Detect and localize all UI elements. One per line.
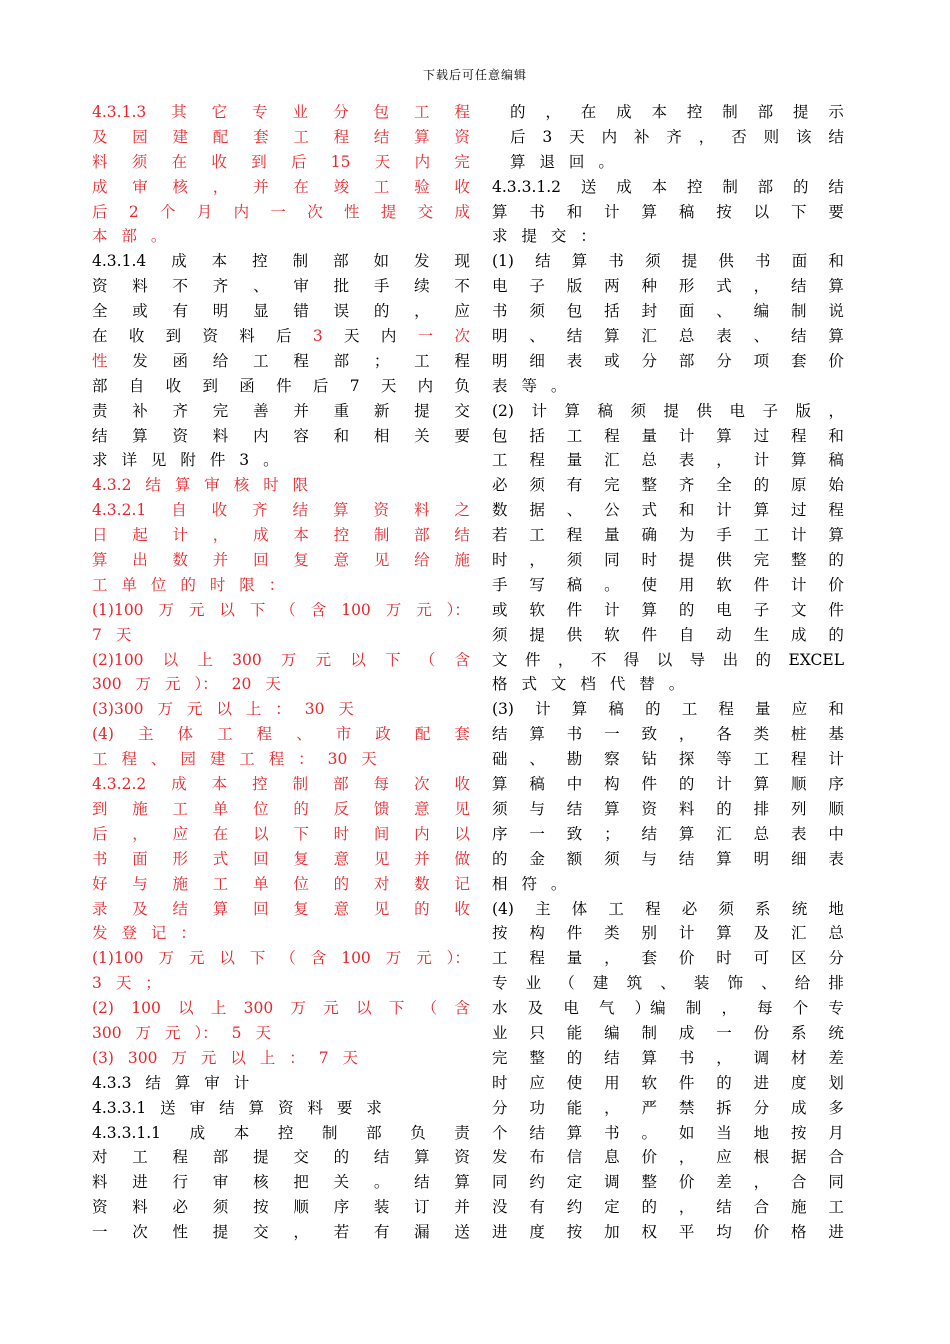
left-text-line: 录 及 结 算 回 复 意 见 的 收 bbox=[92, 899, 470, 918]
right-text-line: 明 、 结 算 汇 总 表 、 结 算 bbox=[492, 327, 844, 346]
right-text-line: 专 业 （ 建 筑 、 装 饰 、 给 排 bbox=[492, 974, 844, 993]
left-text-line: 3 天 ； bbox=[92, 974, 161, 993]
right-text-line: 文 件 ， 不 得 以 导 出 的 EXCEL bbox=[492, 650, 844, 669]
left-text-line: 结 算 资 料 内 容 和 相 关 要 bbox=[92, 426, 470, 445]
right-text-line: 进 度 按 加 权 平 均 价 格 进 bbox=[492, 1223, 844, 1242]
right-text-line: 完 整 的 结 算 书 ， 调 材 差 bbox=[492, 1048, 844, 1067]
left-text-line: 到 施 工 单 位 的 反 馈 意 见 bbox=[92, 799, 470, 818]
left-text-line: 7 天 bbox=[92, 625, 132, 644]
right-text-line: 没 有 约 定 的 ， 结 合 施 工 bbox=[492, 1198, 844, 1217]
left-text-line: 工 程 、 园 建 工 程 ： 30 天 bbox=[92, 750, 377, 769]
right-text-line: 分 功 能 ， 严 禁 拆 分 成 多 bbox=[492, 1098, 844, 1117]
right-text-line: (1) 结 算 书 须 提 供 书 面 和 bbox=[492, 252, 844, 271]
left-text-line: 发 登 记 ： bbox=[92, 924, 196, 943]
left-text-line: 对 工 程 部 提 交 的 结 算 资 bbox=[92, 1148, 470, 1167]
right-text-line: 须 与 结 算 资 料 的 排 列 顺 bbox=[492, 799, 844, 818]
left-text-line: 4.3.2 结 算 审 核 时 限 bbox=[92, 476, 309, 495]
right-text-line: 须 提 供 软 件 自 动 生 成 的 bbox=[492, 625, 844, 644]
right-text-line: 的 金 额 须 与 结 算 明 细 表 bbox=[492, 849, 844, 868]
right-text-line: 电 子 版 两 种 形 式 ， 结 算 bbox=[492, 277, 844, 296]
right-text-line: 同 约 定 调 整 价 差 ， 合 同 bbox=[492, 1173, 844, 1192]
left-column bbox=[92, 100, 470, 1245]
left-text-line: 后 2 个 月 内 一 次 性 提 交 成 bbox=[92, 202, 470, 221]
right-text-line: 水 及 电 气 ）编 制 ， 每 个 专 bbox=[492, 999, 844, 1018]
left-text-line: 好 与 施 工 单 位 的 对 数 记 bbox=[92, 874, 470, 893]
left-text-line: (3)300 万 元 以 上 ： 30 天 bbox=[92, 700, 354, 719]
left-text-line: 及 园 建 配 套 工 程 结 算 资 bbox=[92, 127, 470, 146]
left-text-line: 资 料 必 须 按 顺 序 装 订 并 bbox=[92, 1198, 470, 1217]
left-text-line: (1)100 万 元 以 下 （ 含 100 万 元 ）： bbox=[92, 949, 470, 968]
right-text-line: 4.3.3.1.2 送 成 本 控 制 部 的 结 bbox=[492, 177, 844, 196]
left-text-line: 后 ， 应 在 以 下 时 间 内 以 bbox=[92, 824, 470, 843]
right-text-line: 算 书 和 计 算 稿 按 以 下 要 bbox=[492, 202, 844, 221]
left-text-line: 料 进 行 审 核 把 关 。 结 算 bbox=[92, 1173, 470, 1192]
right-text-line: 包 括 工 程 量 计 算 过 程 和 bbox=[492, 426, 844, 445]
left-text-line: 性 发 函 给 工 程 部 ； 工 程 bbox=[92, 351, 470, 370]
left-text-line: 4.3.2.1 自 收 齐 结 算 资 料 之 bbox=[92, 501, 470, 520]
left-text-line: (3) 300 万 元 以 上 ： 7 天 bbox=[92, 1048, 359, 1067]
right-text-line: 工 程 量 汇 总 表 ， 计 算 稿 bbox=[492, 451, 844, 470]
right-text-line: 础 、 勘 察 钻 探 等 工 程 计 bbox=[492, 750, 844, 769]
left-text-line: 书 面 形 式 回 复 意 见 并 做 bbox=[92, 849, 470, 868]
right-text-line: 手 写 稿 。 使 用 软 件 计 价 bbox=[492, 575, 844, 594]
right-text-line: 数 据 、 公 式 和 计 算 过 程 bbox=[492, 501, 844, 520]
right-text-line: 表 等 。 bbox=[492, 376, 567, 395]
right-text-line: 明 细 表 或 分 部 分 项 套 价 bbox=[492, 351, 844, 370]
right-text-line: 格 式 文 档 代 替 。 bbox=[492, 675, 685, 694]
left-text-line: 4.3.2.2 成 本 控 制 部 每 次 收 bbox=[92, 775, 470, 794]
right-text-line: 算 退 回 。 bbox=[510, 152, 614, 171]
right-text-line: 发 布 信 息 价 ， 应 根 据 合 bbox=[492, 1148, 844, 1167]
right-text-line: 算 稿 中 构 件 的 计 算 顺 序 bbox=[492, 775, 844, 794]
left-text-line: 4.3.3 结 算 审 计 bbox=[92, 1073, 250, 1092]
right-text-line: 或 软 件 计 算 的 电 子 文 件 bbox=[492, 600, 844, 619]
left-text-line: 求 详 见 附 件 3 。 bbox=[92, 451, 279, 470]
left-text-line: (2) 100 以 上 300 万 元 以 下 （ 含 bbox=[92, 999, 470, 1018]
right-text-line: 结 算 书 一 致 ， 各 类 桩 基 bbox=[492, 725, 844, 744]
left-text-line: (4) 主 体 工 程 、 市 政 配 套 bbox=[92, 725, 470, 744]
left-text-line: 300 万 元 ）： 5 天 bbox=[92, 1023, 271, 1042]
left-text-line: (1)100 万 元 以 下 （ 含 100 万 元 ）： bbox=[92, 600, 470, 619]
right-text-line: 工 程 量 ， 套 价 时 可 区 分 bbox=[492, 949, 844, 968]
page-header: 下载后可任意编辑 bbox=[422, 68, 527, 82]
right-text-line: 序 一 致 ； 结 算 汇 总 表 中 bbox=[492, 824, 844, 843]
left-text-line: 在 收 到 资 料 后 3 天 内 一 次 bbox=[92, 327, 470, 346]
left-text-line: 成 审 核 ， 并 在 竣 工 验 收 bbox=[92, 177, 470, 196]
left-text-line: 部 自 收 到 函 件 后 7 天 内 负 bbox=[92, 376, 470, 395]
left-text-line: 一 次 性 提 交 ， 若 有 漏 送 bbox=[92, 1223, 470, 1242]
right-text-line: 后 3 天 内 补 齐 ， 否 则 该 结 bbox=[510, 127, 844, 146]
left-text-line: 4.3.1.4 成 本 控 制 部 如 发 现 bbox=[92, 252, 470, 271]
right-text-line: (2) 计 算 稿 须 提 供 电 子 版 ， bbox=[492, 401, 844, 420]
left-text-line: (2)100 以 上 300 万 元 以 下 （ 含 bbox=[92, 650, 470, 669]
left-text-line: 日 起 计 ， 成 本 控 制 部 结 bbox=[92, 526, 470, 545]
left-text-line: 4.3.3.1.1 成 本 控 制 部 负 责 bbox=[92, 1123, 470, 1142]
right-text-line: 业 只 能 编 制 成 一 份 系 统 bbox=[492, 1023, 844, 1042]
right-text-line: 时 应 使 用 软 件 的 进 度 划 bbox=[492, 1073, 844, 1092]
right-text-line: (3) 计 算 稿 的 工 程 量 应 和 bbox=[492, 700, 844, 719]
left-text-line: 全 或 有 明 显 错 误 的 ， 应 bbox=[92, 302, 470, 321]
right-text-line: 必 须 有 完 整 齐 全 的 原 始 bbox=[492, 476, 844, 495]
right-text-line: 求 提 交 ： bbox=[492, 227, 596, 246]
right-text-line: 按 构 件 类 别 计 算 及 汇 总 bbox=[492, 924, 844, 943]
right-text-line: 的 ， 在 成 本 控 制 部 提 示 bbox=[510, 103, 844, 121]
left-text-line: 本 部 。 bbox=[92, 227, 167, 246]
left-text-line: 资 料 不 齐 、 审 批 手 续 不 bbox=[92, 277, 470, 296]
left-text-line: 4.3.3.1 送 审 结 算 资 料 要 求 bbox=[92, 1098, 382, 1117]
left-text-line: 4.3.1.3 其 它 专 业 分 包 工 程 bbox=[92, 103, 470, 121]
left-text-line: 算 出 数 并 回 复 意 见 给 施 bbox=[92, 551, 470, 570]
left-text-line: 300 万 元 ）： 20 天 bbox=[92, 675, 281, 694]
left-text-line: 料 须 在 收 到 后 15 天 内 完 bbox=[92, 152, 470, 171]
right-text-line: 书 须 包 括 封 面 、 编 制 说 bbox=[492, 302, 844, 321]
right-column bbox=[492, 100, 844, 1245]
left-text-line: 责 补 齐 完 善 并 重 新 提 交 bbox=[92, 401, 470, 420]
right-text-line: (4) 主 体 工 程 必 须 系 统 地 bbox=[492, 899, 844, 918]
left-text-line: 工 单 位 的 时 限 ： bbox=[92, 575, 285, 594]
right-text-line: 个 结 算 书 。 如 当 地 按 月 bbox=[492, 1123, 844, 1142]
right-text-line: 时 ， 须 同 时 提 供 完 整 的 bbox=[492, 551, 844, 570]
right-text-line: 若 工 程 量 确 为 手 工 计 算 bbox=[492, 526, 844, 545]
right-text-line: 相 符 。 bbox=[492, 874, 567, 893]
